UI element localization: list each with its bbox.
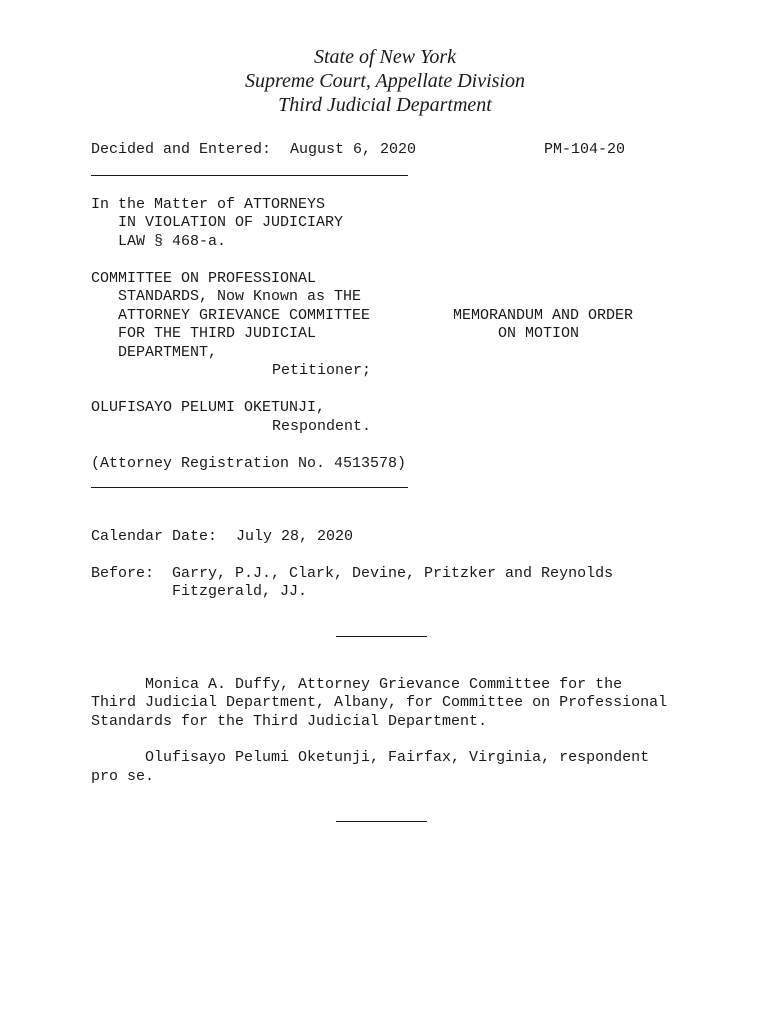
court-state: State of New York — [313, 46, 457, 68]
petitioner-line-2: STANDARDS, Now Known as THE — [91, 288, 362, 305]
petitioner-line-1: COMMITTEE ON PROFESSIONAL — [91, 270, 317, 287]
calendar-date: July 28, 2020 — [236, 528, 354, 545]
panel-line-1: Garry, P.J., Clark, Devine, Pritzker and Reynolds — [172, 565, 614, 582]
petitioner-line-5: DEPARTMENT, — [91, 344, 218, 361]
respondent-role: Respondent. — [272, 418, 372, 435]
decided-date: August 6, 2020 — [290, 141, 417, 158]
petitioner-line-4: FOR THE THIRD JUDICIAL — [91, 325, 317, 342]
caption-top-rule — [91, 175, 408, 176]
appearance-1-line-1: Monica A. Duffy, Attorney Grievance Committee for the — [91, 676, 623, 693]
matter-line-1: In the Matter of ATTORNEYS — [91, 196, 326, 213]
section-divider-1 — [336, 636, 427, 637]
respondent-name: OLUFISAYO PELUMI OKETUNJI, — [91, 399, 326, 416]
document-title-line-1: MEMORANDUM AND ORDER — [453, 307, 634, 324]
matter-line-2: IN VIOLATION OF JUDICIARY — [91, 214, 344, 231]
matter-line-3: LAW § 468-a. — [91, 233, 227, 250]
attorney-registration: (Attorney Registration No. 4513578) — [91, 455, 407, 472]
petitioner-role: Petitioner; — [272, 362, 372, 379]
petitioner-line-3: ATTORNEY GRIEVANCE COMMITTEE — [91, 307, 371, 324]
docket-number: PM-104-20 — [544, 141, 626, 158]
before-label: Before: — [91, 565, 155, 582]
panel-line-2: Fitzgerald, JJ. — [172, 583, 308, 600]
appearance-1-line-3: Standards for the Third Judicial Department. — [91, 713, 488, 730]
caption-bottom-rule — [91, 487, 408, 488]
decided-label: Decided and Entered: — [91, 141, 272, 158]
appearance-2-line-2: pro se. — [91, 768, 155, 785]
appearance-2-line-1: Olufisayo Pelumi Oketunji, Fairfax, Virginia, respondent — [91, 749, 650, 766]
calendar-label: Calendar Date: — [91, 528, 218, 545]
appearance-1-line-2: Third Judicial Department, Albany, for Committee on Professional — [91, 694, 668, 711]
court-name: Supreme Court, Appellate Division — [245, 70, 525, 92]
section-divider-2 — [336, 821, 427, 822]
court-department: Third Judicial Department — [278, 94, 492, 116]
document-title-line-2: ON MOTION — [498, 325, 580, 342]
